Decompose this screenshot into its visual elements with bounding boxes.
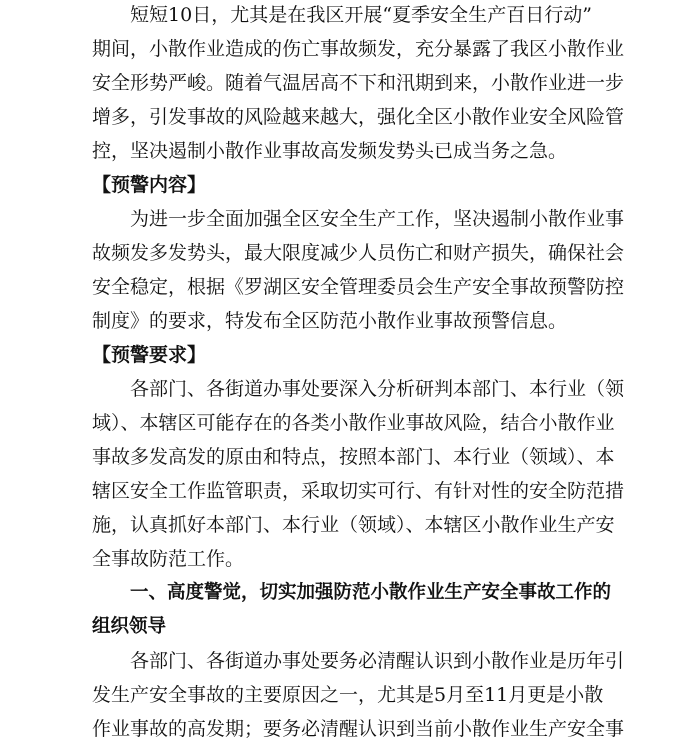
warning-content-heading: 【预警内容】: [92, 174, 207, 196]
warning-requirements-line-3: 事故多发高发的原由和特点，按照本部门、本行业（领域）、本: [92, 446, 615, 468]
warning-requirements-line-2: 域）、本辖区可能存在的各类小散作业事故风险，结合小散作业: [92, 412, 615, 434]
warning-content-line-3: 安全稳定，根据《罗湖区安全管理委员会生产安全事故预警防控: [92, 276, 625, 298]
warning-requirements-line-6: 全事故防范工作。: [92, 548, 245, 570]
section-1-body-line-2: 发生产安全事故的主要原因之一，尤其是5月至11月更是小散: [92, 684, 604, 706]
warning-requirements-heading: 【预警要求】: [92, 344, 207, 366]
warning-content-line-1: 为进一步全面加强全区安全生产工作，坚决遏制小散作业事: [130, 208, 625, 230]
intro-line-4: 增多，引发事故的风险越来越大，强化全区小散作业安全风险管: [92, 106, 625, 128]
warning-requirements-line-1: 各部门、各街道办事处要深入分析研判本部门、本行业（领: [130, 378, 625, 400]
warning-content-line-2: 故频发多发势头，最大限度减少人员伤亡和财产损失，确保社会: [92, 242, 625, 264]
warning-content-line-4: 制度》的要求，特发布全区防范小散作业事故预警信息。: [92, 310, 568, 332]
intro-line-3: 安全形势严峻。随着气温居高不下和汛期到来，小散作业进一步: [92, 72, 625, 94]
intro-line-5: 控，坚决遏制小散作业事故高发频发势头已成当务之急。: [92, 140, 568, 162]
warning-requirements-line-5: 施，认真抓好本部门、本行业（领域）、本辖区小散作业生产安: [92, 514, 615, 536]
section-1-title-line-1: 一、高度警觉，切实加强防范小散作业生产安全事故工作的: [130, 582, 612, 603]
section-1-body-line-1: 各部门、各街道办事处要务必清醒认识到小散作业是历年引: [130, 650, 625, 672]
section-1-title-line-2: 组织领导: [92, 616, 167, 637]
warning-requirements-line-4: 辖区安全工作监管职责，采取切实可行、有针对性的安全防范措: [92, 480, 625, 502]
section-1-body-line-3: 作业事故的高发期；要务必清醒认识到当前小散作业生产安全事: [92, 718, 625, 740]
intro-line-2: 期间，小散作业造成的伤亡事故频发，充分暴露了我区小散作业: [92, 38, 625, 60]
intro-line-1: 短短10日，尤其是在我区开展“夏季安全生产百日行动”: [130, 4, 592, 26]
